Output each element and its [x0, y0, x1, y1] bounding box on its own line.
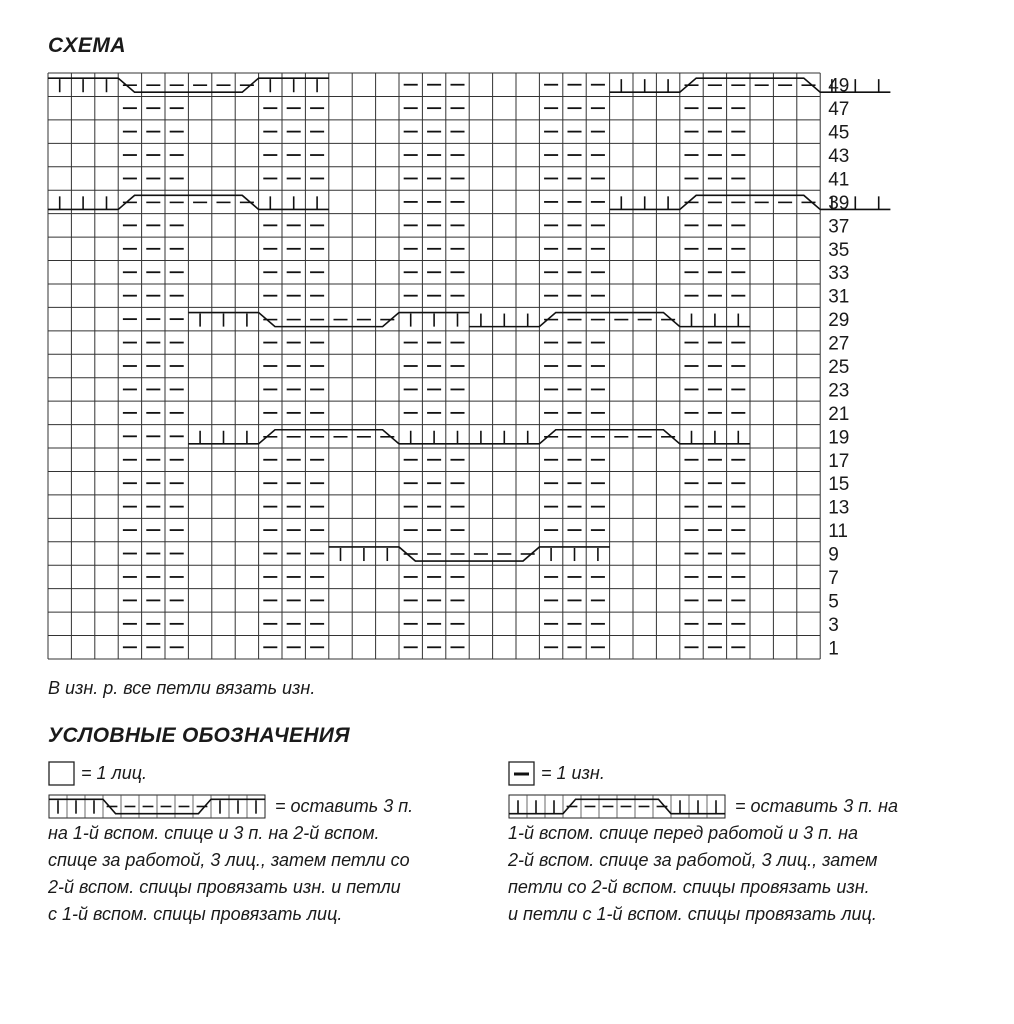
- row-label: 39: [828, 192, 850, 214]
- legend-cable-front-line-3: петли со 2-й вспом. спицы провязать изн.: [508, 877, 870, 898]
- legend-cable-back-line-3: 2-й вспом. спицы провязать изн. и петли: [48, 877, 401, 898]
- row-label: 21: [828, 403, 850, 425]
- row-label: 23: [828, 380, 850, 402]
- legend-cable-front-line-4: и петли с 1-й вспом. спицы провязать лиц.: [508, 904, 877, 925]
- row-label: 17: [828, 450, 850, 472]
- legend-cable-back-line-0: = оставить 3 п.: [275, 796, 414, 816]
- row-label: 49: [828, 75, 850, 97]
- legend-cable-back-line-4: с 1-й вспом. спицы провязать лиц.: [48, 904, 343, 925]
- purl-dash-icon: [508, 761, 536, 787]
- legend-purl: [508, 760, 605, 787]
- row-label: 19: [828, 427, 850, 449]
- knit-square-icon: [48, 761, 76, 787]
- row-label: 1: [828, 638, 839, 660]
- cable-back-icon: [48, 794, 270, 820]
- row-label: 5: [828, 591, 839, 613]
- chart-title: СХЕМА: [48, 34, 127, 57]
- row-label: 41: [828, 169, 850, 191]
- row-label: 13: [828, 497, 850, 519]
- purl-row-note: В изн. р. все петли вязать изн.: [48, 678, 316, 698]
- row-label: 31: [828, 286, 850, 308]
- legend-cable-back-line-1: на 1-й вспом. спице и 3 п. на 2-й вспом.: [48, 823, 380, 844]
- row-label: 7: [828, 567, 839, 589]
- row-label: 29: [828, 310, 850, 332]
- row-label: 35: [828, 239, 850, 261]
- legend-cable-back-line-2: спице за работой, 3 лиц., затем петли со: [48, 850, 410, 871]
- legend-cable-front-line-0: = оставить 3 п. на: [735, 796, 899, 816]
- row-label: 15: [828, 474, 850, 496]
- row-label: 33: [828, 263, 850, 285]
- legend-knit-text: = 1 лиц.: [81, 763, 147, 783]
- legend-cable-front: [508, 793, 968, 928]
- row-label: 47: [828, 99, 850, 121]
- row-label: 37: [828, 216, 850, 238]
- row-label: 9: [828, 544, 839, 566]
- legend-title: УСЛОВНЫЕ ОБОЗНАЧЕНИЯ: [48, 724, 350, 747]
- legend-cable-front-line-2: 2-й вспом. спице за работой, 3 лиц., затем: [508, 850, 878, 871]
- row-label: 27: [828, 333, 850, 355]
- row-label: 11: [828, 521, 848, 543]
- row-label: 25: [828, 357, 850, 378]
- row-label: 43: [828, 146, 850, 168]
- legend-cable-front-line-1: 1-й вспом. спице перед работой и 3 п. на: [508, 823, 858, 844]
- legend-cable-back: [48, 793, 488, 928]
- legend-purl-text: = 1 изн.: [541, 763, 605, 783]
- row-label: 3: [828, 614, 839, 636]
- legend-knit: [48, 760, 147, 787]
- cable-front-icon: [508, 794, 730, 820]
- row-label: 45: [828, 122, 850, 144]
